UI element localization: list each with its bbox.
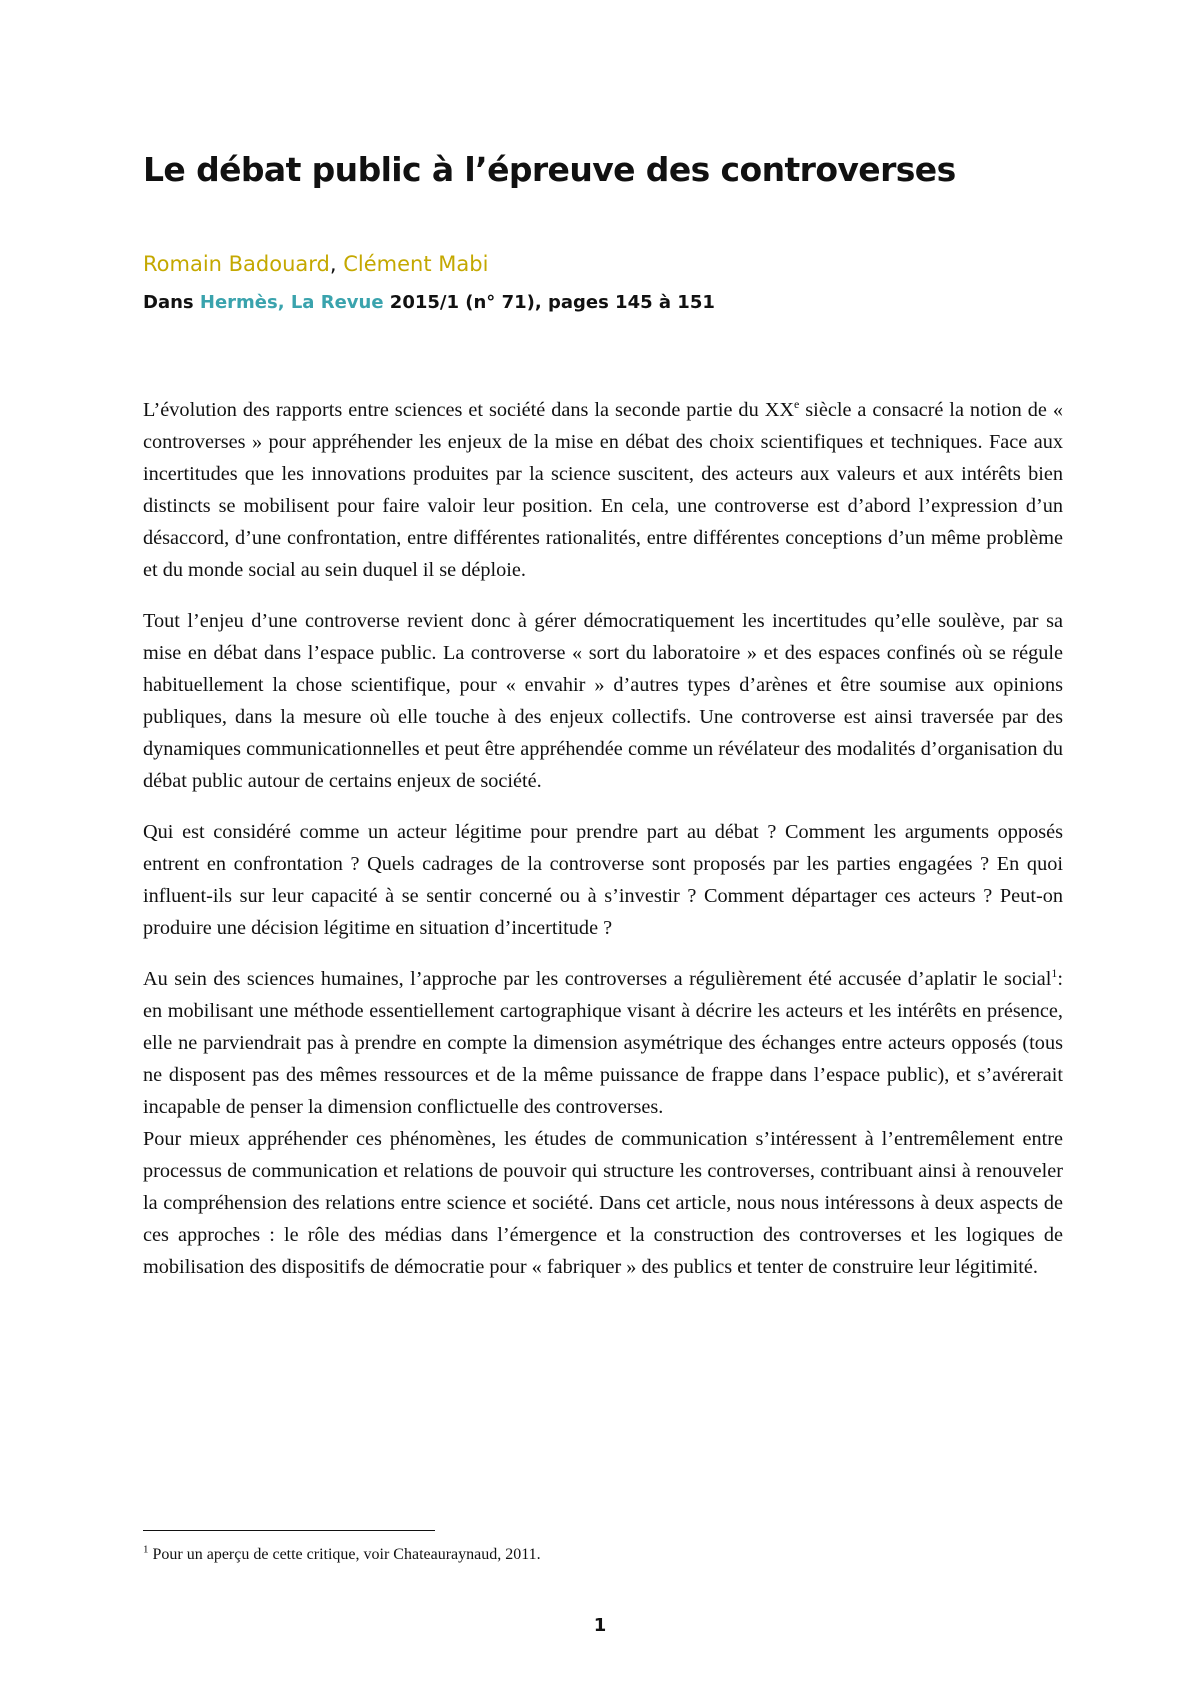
paragraph-4 (143, 963, 1063, 1123)
source-details: 2015/1 (n° 71), pages 145 à 151 (383, 292, 715, 313)
article-title: Le débat public à l’épreuve des controverses (143, 150, 956, 189)
paragraph-5: Pour mieux appréhender ces phénomènes, les études de communication s’intéressent à l’entremêlement entre processus de communication et relations de pouvoir qui structure les controverses, contribuant ainsi à renouveler la compréhension des relations entre science et société. Dans cet article, nous nous intéressons à deux aspects de ces approches : le rôle des médias dans l’émergence et la construction des controverses et les logiques de mobilisation des dispositifs de démocratie pour « fabriquer » des publics et tenter de construire leur légitimité. (143, 1128, 1063, 1278)
article-body (143, 394, 1063, 1302)
footnote-text: Pour un aperçu de cette critique, voir Chateauraynaud, 2011. (148, 1546, 541, 1563)
paragraph-1-text-a: L’évolution des rapports entre sciences et société dans la seconde partie du XX (143, 399, 794, 421)
page-number: 1 (593, 1615, 607, 1636)
footnote-divider (143, 1530, 435, 1531)
paragraph-4-text-b: : en mobilisant une méthode essentiellement cartographique visant à décrire les acteurs et les intérêts en présence, elle ne parviendrait pas à prendre en compte la dimension asymétrique des échanges entre acteurs opposés (tous ne disposent pas des mêmes ressources et de la même puissance de frappe dans l’espace public), et s’avérerait incapable de penser la dimension conflictuelle des controverses. (143, 968, 1063, 1118)
footnote-reference[interactable]: 1 (1051, 966, 1058, 981)
author-separator: , (329, 252, 344, 276)
article-source (143, 292, 715, 313)
paragraph-3: Qui est considéré comme un acteur légitime pour prendre part au débat ? Comment les arguments opposés entrent en confrontation ? Quels cadrages de la controverse sont proposés par les parties engagées ? En quoi influent-ils sur leur capacité à se sentir concerné ou à s’investir ? Comment départager ces acteurs ? Peut-on produire une décision légitime en situation d’incertitude ? (143, 821, 1063, 939)
footnote (143, 1543, 541, 1564)
article-authors (143, 252, 488, 276)
paragraph-4-text-a: Au sein des sciences humaines, l’approche par les controverses a régulièrement été accusée d’aplatir le social (143, 968, 1052, 990)
paragraph-2: Tout l’enjeu d’une controverse revient donc à gérer démocratiquement les incertitudes qu’elle soulève, par sa mise en débat dans l’espace public. La controverse « sort du laboratoire » et des espaces confinés où se régule habituellement la chose scientifique, pour « envahir » d’autres types d’arènes et être soumise aux opinions publiques, dans la mesure où elle touche à des enjeux collectifs. Une controverse est ainsi traversée par des dynamiques communicationnelles et peut être appréhendée comme un révélateur des modalités d’organisation du débat public autour de certains enjeux de société. (143, 610, 1063, 792)
author-name[interactable]: Romain Badouard (143, 252, 330, 276)
journal-link[interactable]: Hermès, La Revue (199, 292, 384, 313)
paragraph-1-text-b: siècle a consacré la notion de « controverses » pour appréhender les enjeux de la mise en débat des choix scientifiques et techniques. Face aux incertitudes que les innovations produites par la science suscitent, des acteurs aux valeurs et aux intérêts bien distincts se mobilisent pour faire valoir leur position. En cela, une controverse est d’abord l’expression d’un désaccord, d’une confrontation, entre différentes rationalités, entre différentes conceptions d’un même problème et du monde social au sein duquel il se déploie. (143, 399, 1063, 581)
source-prefix: Dans (143, 292, 200, 313)
author-name[interactable]: Clément Mabi (343, 252, 489, 276)
century-superscript: e (793, 397, 800, 412)
paragraph-1 (143, 394, 1063, 586)
footnote-marker: 1 (143, 1543, 149, 1556)
